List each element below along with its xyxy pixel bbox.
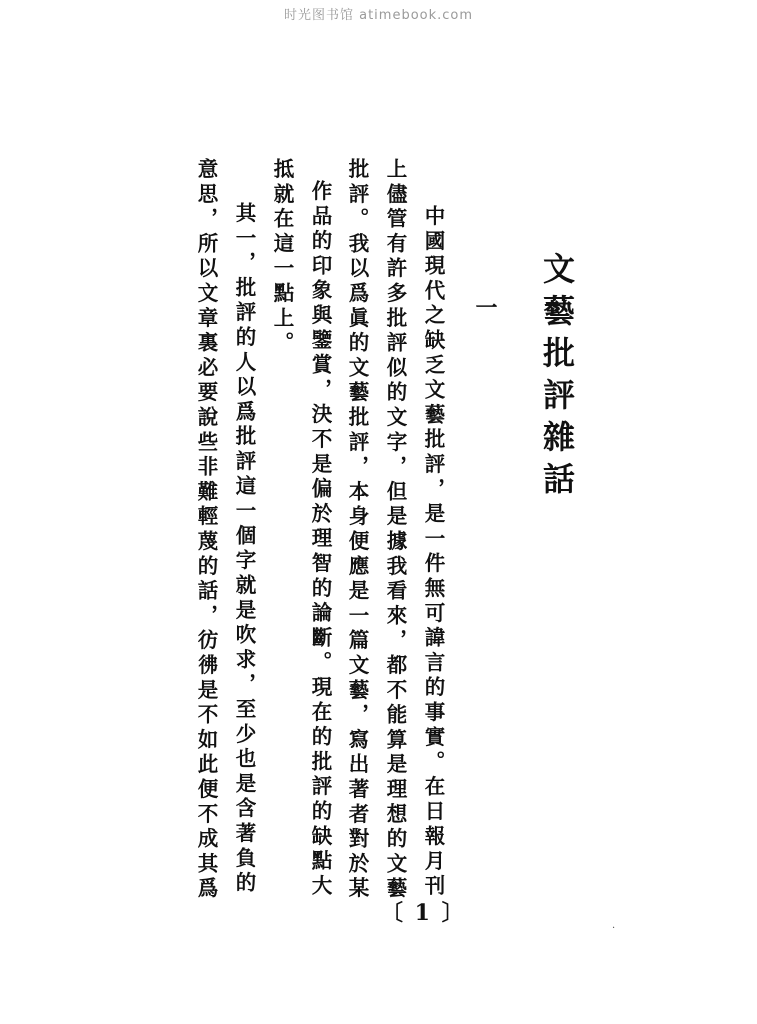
scan-speck: ·	[612, 923, 616, 934]
page-number: 〔 1 〕	[381, 900, 466, 926]
watermark: 时光图书馆 atimebook.com	[283, 8, 474, 23]
text-column: 上儘管有許多批評似的文字，但是據我看來，都不能算是理想的文藝	[383, 158, 407, 902]
text-column: 抵就在這一點上。	[270, 158, 294, 357]
page-title: 文藝批評雜話	[538, 252, 576, 504]
section-number: 一	[472, 296, 498, 318]
text-column: 其一，批評的人以爲批評這一個字就是吹求，至少也是含著負的	[232, 202, 256, 897]
text-column: 中國現代之缺乏文藝批評，是一件無可諱言的事實。在日報月刊	[421, 205, 445, 900]
text-column: 作品的印象與鑒賞，決不是偏於理智的論斷。現在的批評的缺點大	[308, 180, 332, 900]
text-column: 批評。我以爲眞的文藝批評，本身便應是一篇文藝，寫出著者對於某	[345, 158, 369, 902]
text-column: 意思，所以文章裏必要說些非難輕蔑的話，彷彿是不如此便不成其爲	[194, 158, 218, 902]
